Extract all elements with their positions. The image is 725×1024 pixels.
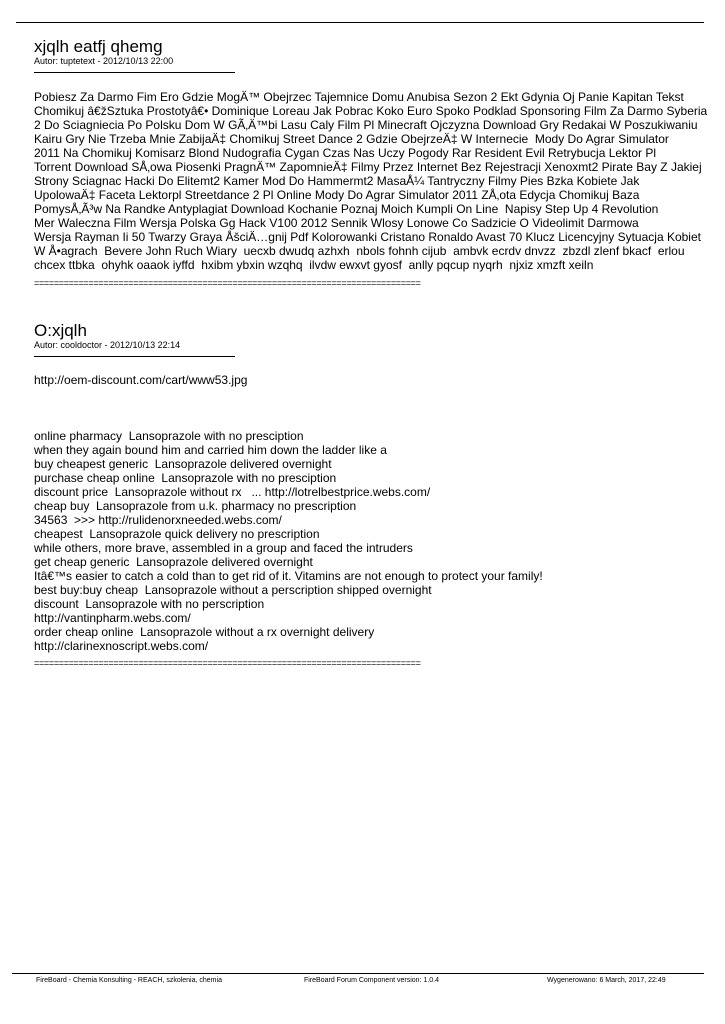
post-separator: ============================================================================== (34, 278, 421, 288)
forum-post-1 (34, 38, 719, 288)
meta-divider (34, 72, 235, 73)
post-body: Pobiesz Za Darmo Fim Ero Gdzie MogÄ™ Obejrzec Tajemnice Domu Anubisa Sezon 2 Ekt Gdynia Oj Panie Kapitan Tekst Chomikuj â€žSztuka Prostotyâ€• Dominique Loreau Jak Pobrac Koko Euro Spoko Podklad Sponsoring Film Za Darmo Syberia 2 Do Sciagniecia Po Polsku Dom W GÃ‚Ä™bi Lasu Caly Film Pl Minecraft Ojczyzna Download Gry Redakai W Poszukiwaniu Kairu Gry Nie Trzeba Mnie ZabijaÄ‡ Chomikuj Street Dance 2 Gdzie ObejrzeÄ‡ W Internecie Mody Do Agrar Simulator 2011 Na Chomikuj Komisarz Blond Nudografia Cygan Czas Nas Uczy Pogody Rar Resident Evil Retrybucja Lektor Pl Torrent Download SÅ‚owa Piosenki PragnÄ™ ZapomnieÄ‡ Filmy Przez Internet Bez Rejestracji Xenoxmt2 Pirate Bay Z Jakiej Strony Sciagnac Hacki Do Elitemt2 Kamer Mod Do Hammermt2 MasaÅ¼ Tantryczny Filmy Pies Bzka Kobiete Jak UpolowaÄ‡ Faceta Lektorpl Streetdance 2 Pl Online Mody Do Agrar Simulator 2011 ZÅ‚ota Edycja Chomikuj Baza PomysÅ‚Ã³w Na Randke Antyplagiat Download Kochanie Poznaj Moich Kumpli On Line Napisy Step Up 4 Revolution Mer Waleczna Film Wersja Polska Gg Hack V100 2012 Sennik Wlosy Lonowe Co Sadzicie O Videolimit Darmowa Wersja Rayman Ii 50 Twarzy Graya ÅšciÄ…gnij Pdf Kolorowanki Cristano Ronaldo Avast 70 Klucz Licencyjny Sytuacja Kobiet W Å•agrach Bevere John Ruch Wiary uecxb dwudq azhxh nbols fohnh cijub ambvk ecrdv dnvzz zbzdl zlenf bkacf erlou chcex ttbka ohyhk oaaok iyffd hxibm ybxin wzqhq ilvdw ewxvt gyosf anlly pqcup nyqrh njxiz xmzft xeiln (34, 90, 708, 272)
post-title: O:xjqlh (34, 321, 87, 340)
forum-post-2 (34, 322, 719, 668)
footer-component-version: FireBoard Forum Component version: 1.0.4 (304, 977, 440, 984)
footer-generated-date: Wygenerowano: 6 March, 2017, 22:49 (547, 977, 666, 984)
footer-divider (12, 973, 704, 974)
post-author-meta: Autor: cooldoctor - 2012/10/13 22:14 (34, 340, 181, 350)
post-separator: ============================================================================== (34, 658, 421, 668)
post-author-meta: Autor: tuptetext - 2012/10/13 22:00 (34, 56, 174, 66)
meta-divider (34, 356, 235, 357)
footer-site-name: FireBoard - Chemia Konsulting - REACH, szkolenia, chemia (36, 977, 222, 984)
post-title: xjqlh eatfj qhemg (34, 37, 163, 56)
post-body: http://oem-discount.com/cart/www53.jpg online pharmacy Lansoprazole with no presciption when they again bound him and carried him down the ladder like a buy cheapest generic Lansoprazole delivered overnight purchase cheap online Lansoprazole with no presciption discount price Lansoprazole without rx ... http://lotrelbestprice.webs.com/ cheap buy Lansoprazole from u.k. pharmacy no prescription 34563 >>> http://rulidenorxneeded.webs.com/ cheapest Lansoprazole quick delivery no prescription while others, more brave, assembled in a group and faced the intruders get cheap generic Lansoprazole delivered overnight Itâ€™s easier to catch a cold than to get rid of it. Vitamins are not enough to protect your family! best buy:buy cheap Lansoprazole without a perscription shipped overnight discount Lansoprazole with no perscription http://vantinpharm.webs.com/ order cheap online Lansoprazole without a rx overnight delivery http://clarinexnoscript.webs.com/ (34, 373, 543, 653)
top-divider (16, 22, 704, 23)
